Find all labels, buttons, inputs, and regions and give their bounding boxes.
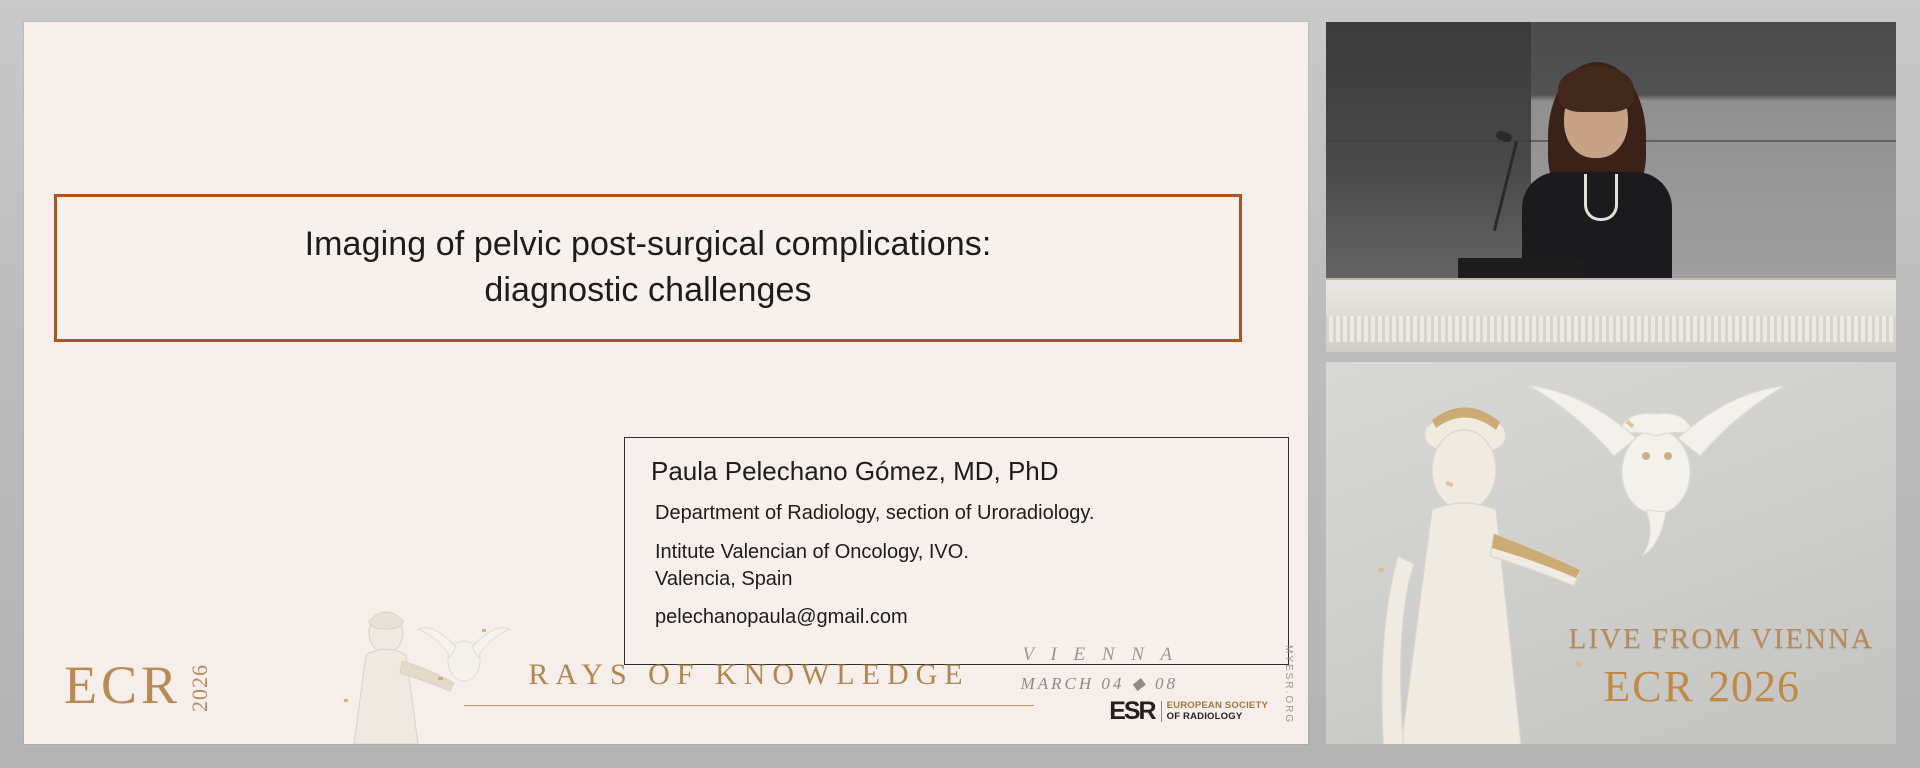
myesr-url: MYESR.ORG <box>1283 644 1294 724</box>
confetti-piece <box>1576 662 1582 667</box>
slide-content <box>24 22 1308 744</box>
event-dates: MARCH 04 ◆ 08 <box>1020 674 1178 693</box>
slide-title-box <box>54 194 1242 342</box>
ecr-logo <box>64 654 213 716</box>
author-department: Department of Radiology, section of Uroradiology. <box>655 502 1095 524</box>
author-institute: Intitute Valencian of Oncology, IVO. <box>655 541 969 563</box>
author-city: Valencia, Spain <box>655 568 793 590</box>
slide-branding-band <box>24 594 1308 744</box>
ecr-logo-text: ECR <box>64 655 182 715</box>
event-venue: V I E N N A <box>1022 644 1178 665</box>
author-email: pelechanopaula@gmail.com <box>655 606 908 628</box>
live-from-vienna-label: LIVE FROM VIENNA <box>1568 623 1874 655</box>
slide-title-line-1: Imaging of pelvic post-surgical complications: <box>304 225 992 264</box>
ecr-logo-year: 2026 <box>187 664 213 712</box>
slide-title-line-2: diagnostic challenges <box>484 271 812 309</box>
ecr-overlay-text: ECR <box>1603 662 1695 711</box>
slide-panel <box>24 22 1308 744</box>
author-name: Paula Pelechano Gómez, MD, PhD <box>651 456 1059 486</box>
esr-line-1: EUROPEAN SOCIETY <box>1166 699 1268 711</box>
ecr-overlay-year: 2026 <box>1708 662 1800 711</box>
podium-ridges <box>1326 316 1896 342</box>
tagline-rule <box>464 705 1034 706</box>
esr-logo-mark: ESR <box>1109 697 1155 725</box>
esr-line-2: OF RADIOLOGY <box>1166 710 1243 722</box>
athena-statue-icon <box>1354 384 1584 744</box>
ecr-overlay-logo <box>1603 661 1800 712</box>
esr-logo-text <box>1161 701 1268 723</box>
speaker-hair-front <box>1558 66 1634 112</box>
vienna-branding-panel <box>1326 362 1896 744</box>
event-tagline: RAYS OF KNOWLEDGE <box>528 658 970 691</box>
esr-logo <box>1109 697 1268 726</box>
speaker-video-feed <box>1326 22 1896 352</box>
speaker-lanyard <box>1584 174 1618 221</box>
podium <box>1326 278 1896 352</box>
